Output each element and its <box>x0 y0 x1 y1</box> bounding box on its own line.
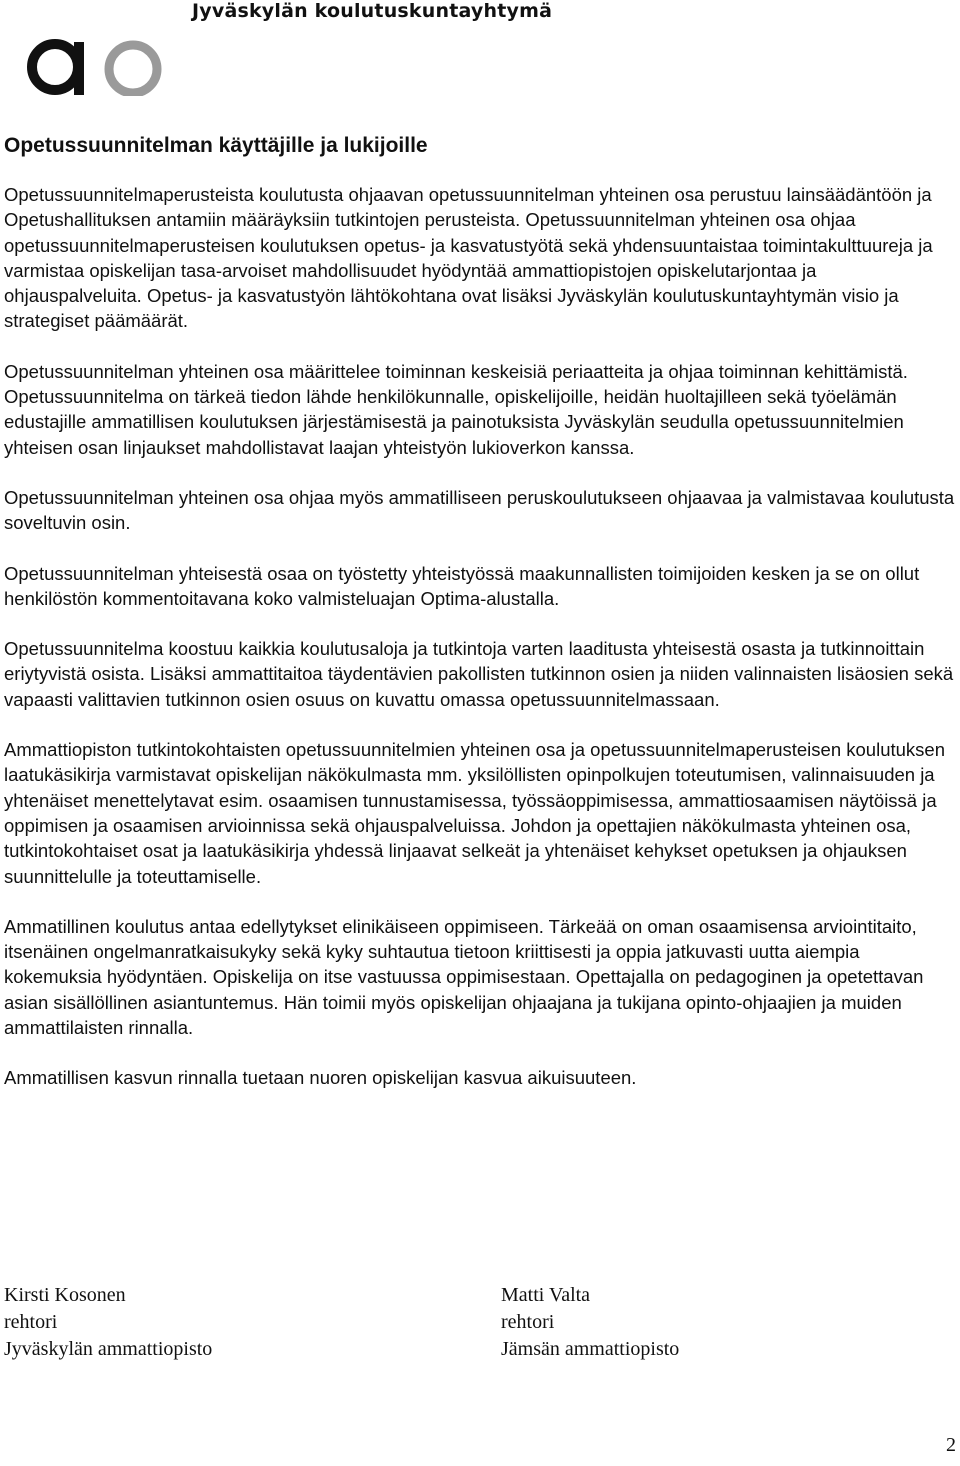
paragraph-4: Opetussuunnitelman yhteisestä osaa on työstetty yhteistyössä maakunnallisten toimijoiden kesken ja se on ollut henkilöstön kommentoitavana koko valmisteluajan Optima-alustalla. <box>4 562 920 609</box>
paragraph-7: Ammatillinen koulutus antaa edellytykset elinikäiseen oppimiseen. Tärkeää on oman osaamisensa arviointitaito, itsenäinen ongelmanratkaisukyky sekä kyky suhtautua tietoon kriittisesti ja oppia jatkuvasti uutta aiempia kokemuksia hyödyntäen. Opiskelija on itse vastuussa oppimisestaan. Opettajalla on pedagoginen ja opetettavan asian sisällöllinen asiantuntemus. Hän toimii myös opiskelijan ohjaajana ja tukijana opinto-ohjaajien ja muiden ammattilaisten rinnalla. <box>4 915 924 1039</box>
ao-logo <box>22 24 172 96</box>
signatory-role: rehtori <box>501 1311 555 1333</box>
paragraph-8: Ammatillisen kasvun rinnalla tuetaan nuoren opiskelijan kasvua aikuisuuteen. <box>4 1067 637 1089</box>
page-header <box>0 0 960 110</box>
paragraph-5: Opetussuunnitelma koostuu kaikkia koulutusaloja ja tutkintoja varten laaditusta yhteisestä osasta ja tutkinnoittain eriytyvistä osista. Lisäksi ammattitaitoa täydentävien pakollisten tutkinnon osien ja niiden valinnaisten lisäosien sekä vapaasti valittavien tutkinnon osien osuus on kuvattu omassa opetussuunnitelmassaan. <box>4 638 954 710</box>
paragraph-2: Opetussuunnitelman yhteinen osa määrittelee toiminnan keskeisiä periaatteita ja ohjaa toiminnan kehittämistä. Opetussuunnitelma on tärkeä tiedon lähde henkilökunnalle, opiskelijoille, heidän huoltajilleen sekä työelämän edustajille ammatillisen koulutuksen järjestämisestä ja painotuksista Jyväskylän seudulla opetussuunnitelmien yhteisen osan linjaukset mahdollistavat laajan yhteistyön lukioverkon kanssa. <box>4 360 908 458</box>
page-number: 2 <box>946 1434 956 1456</box>
organization-name: Jyväskylän koulutuskuntayhtymä <box>192 0 553 22</box>
signature-right <box>501 1282 679 1363</box>
paragraph-3: Opetussuunnitelman yhteinen osa ohjaa myös ammatilliseen peruskoulutukseen ohjaavaa ja valmistavaa koulutusta soveltuvin osin. <box>4 486 955 534</box>
signatory-organization: Jyväskylän ammattiopisto <box>4 1338 213 1360</box>
main-content <box>4 134 959 1116</box>
signature-left <box>4 1282 212 1363</box>
signature-block <box>4 1282 954 1372</box>
signatory-name: Matti Valta <box>501 1284 591 1306</box>
signatory-name: Kirsti Kosonen <box>4 1284 126 1306</box>
paragraph-1: Opetussuunnitelmaperusteista koulutusta ohjaavan opetussuunnitelman yhteinen osa perustuu lainsäädäntöön ja Opetushallituksen antamiin määräyksiin tutkintojen perusteista. Opetussuunnitelman yhteinen osa ohjaa opetussuunnitelmaperusteisen koulutuksen opetus- ja kasvatustyötä sekä yhdensuuntaistaa toimintakulttuureja ja varmistaa opiskelijan tasa-arvoiset mahdollisuudet hyödyntää ammattiopistojen opiskelutarjontaa ja ohjauspalveluita. Opetus- ja kasvatustyön lähtökohtana ovat lisäksi Jyväskylän koulutuskuntayhtymän visio ja strategiset päämäärät. <box>4 184 933 332</box>
document-title: Opetussuunnitelman käyttäjille ja lukijoille <box>4 134 428 157</box>
signatory-organization: Jämsän ammattiopisto <box>501 1338 680 1360</box>
signatory-role: rehtori <box>4 1311 58 1333</box>
paragraph-6: Ammattiopiston tutkintokohtaisten opetussuunnitelmien yhteinen osa ja opetussuunnitelmaperusteisen koulutuksen laatukäsikirja varmistavat opiskelijan näkökulmasta mm. yksilöllisten opinpolkujen toteutumisen, valinnaisuuden ja yhtenäiset menettelytavat esim. osaamisen tunnustamisessa, työssäoppimisessa, ammattiosaamisen näytöissä ja oppimisen ja osaamisen arvioinnissa sekä ohjauspalveluissa. Johdon ja opettajien näkökulmasta yhteinen osa, tutkintokohtaiset osat ja laatukäsikirja yhdessä linjaavat selkeät ja yhtenäiset kehykset opetuksen ja ohjauksen suunnittelulle ja toteuttamiselle. <box>4 739 945 887</box>
